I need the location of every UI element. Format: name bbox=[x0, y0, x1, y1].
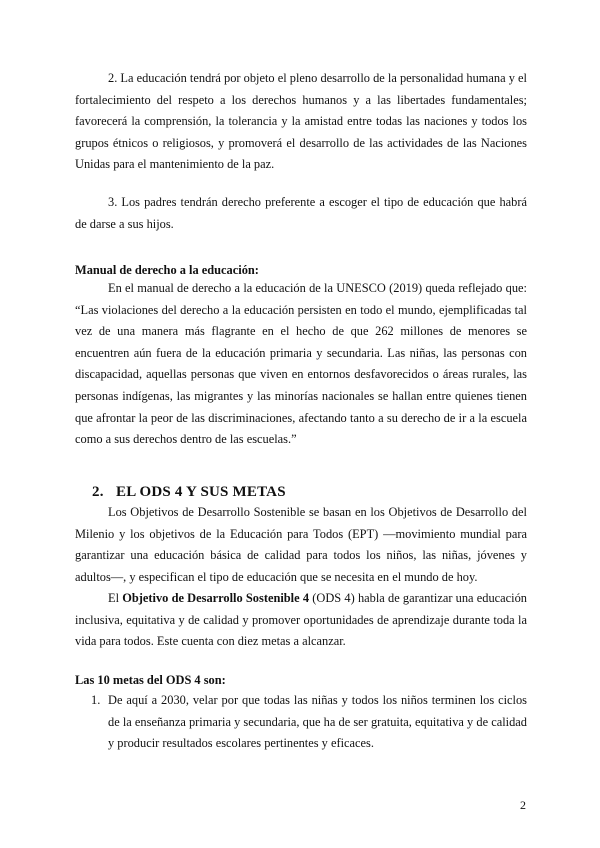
paragraph-article-2: 2. La educación tendrá por objeto el pleno desarrollo de la personalidad humana y el fortalecimiento del respeto a los derechos humanos y a las libertades fundamentales; favorecerá la comprensión, la tolerancia y la amistad entre todas las naciones y todos los grupos étnicos o religiosos, y promoverá el desarrollo de las actividades de las Naciones Unidas para el mantenimiento de la paz. bbox=[75, 71, 527, 172]
ods-4-bold-term: Objetivo de Desarrollo Sostenible 4 bbox=[122, 591, 310, 605]
metas-heading: Las 10 metas del ODS 4 son: bbox=[75, 673, 226, 687]
section-number: 2. bbox=[92, 484, 104, 500]
list-item-text: De aquí a 2030, velar por que todas las niñas y todos los niños terminen los ciclos de la enseñanza primaria y secundaria, que ha de ser gratuita, equitativa y de calidad y producir resultados escolares pertinentes y eficaces. bbox=[108, 693, 527, 751]
manual-heading: Manual de derecho a la educación: bbox=[75, 263, 259, 277]
manual-paragraph: En el manual de derecho a la educación de la UNESCO (2019) queda reflejado que: “Las violaciones del derecho a la educación persisten en todo el mundo, ejemplificadas tal vez de una manera más flagrante en el hecho de que 262 millones de menores se encuentren aún fuera de la educación primaria y secundaria. Las niñas, las personas con discapacidad, aquellas personas que viven en entornos desfavorecidos o áreas rurales, las personas indígenas, las migrantes y las minorías nacionales se hallan entre quienes tienen que afrontar la peor de las discriminaciones, afectando tanto a su derecho de ir a la escuela como a sus derechos dentro de las escuelas.” bbox=[75, 281, 527, 447]
list-item bbox=[75, 690, 527, 755]
ods-paragraph-2-rest: (ODS 4) habla de garantizar una educación inclusiva, equitativa y de calidad y promover oportunidades de aprendizaje durante toda la vida para todos. Este cuenta con diez metas a alcanzar. bbox=[75, 591, 527, 649]
section-title bbox=[92, 482, 286, 502]
list-item-number: 1. bbox=[91, 693, 101, 707]
ods-paragraph-2 bbox=[75, 588, 527, 653]
ods-paragraph-2-prefix: El bbox=[108, 591, 123, 605]
paragraph-article-3: 3. Los padres tendrán derecho preferente a escoger el tipo de educación que habrá de darse a sus hijos. bbox=[75, 195, 527, 231]
ods-paragraph-1: Los Objetivos de Desarrollo Sostenible se basan en los Objetivos de Desarrollo del Milenio y los objetivos de la Educación para Todos (EPT) —movimiento mundial para garantizar una educación básica de calidad para todos los niños, las niñas, jóvenes y adultos—, y especifican el tipo de educación que se necesita en el mundo de hoy. bbox=[75, 505, 527, 584]
section-title-text: EL ODS 4 Y SUS METAS bbox=[116, 484, 286, 500]
page-number: 2 bbox=[520, 798, 526, 812]
